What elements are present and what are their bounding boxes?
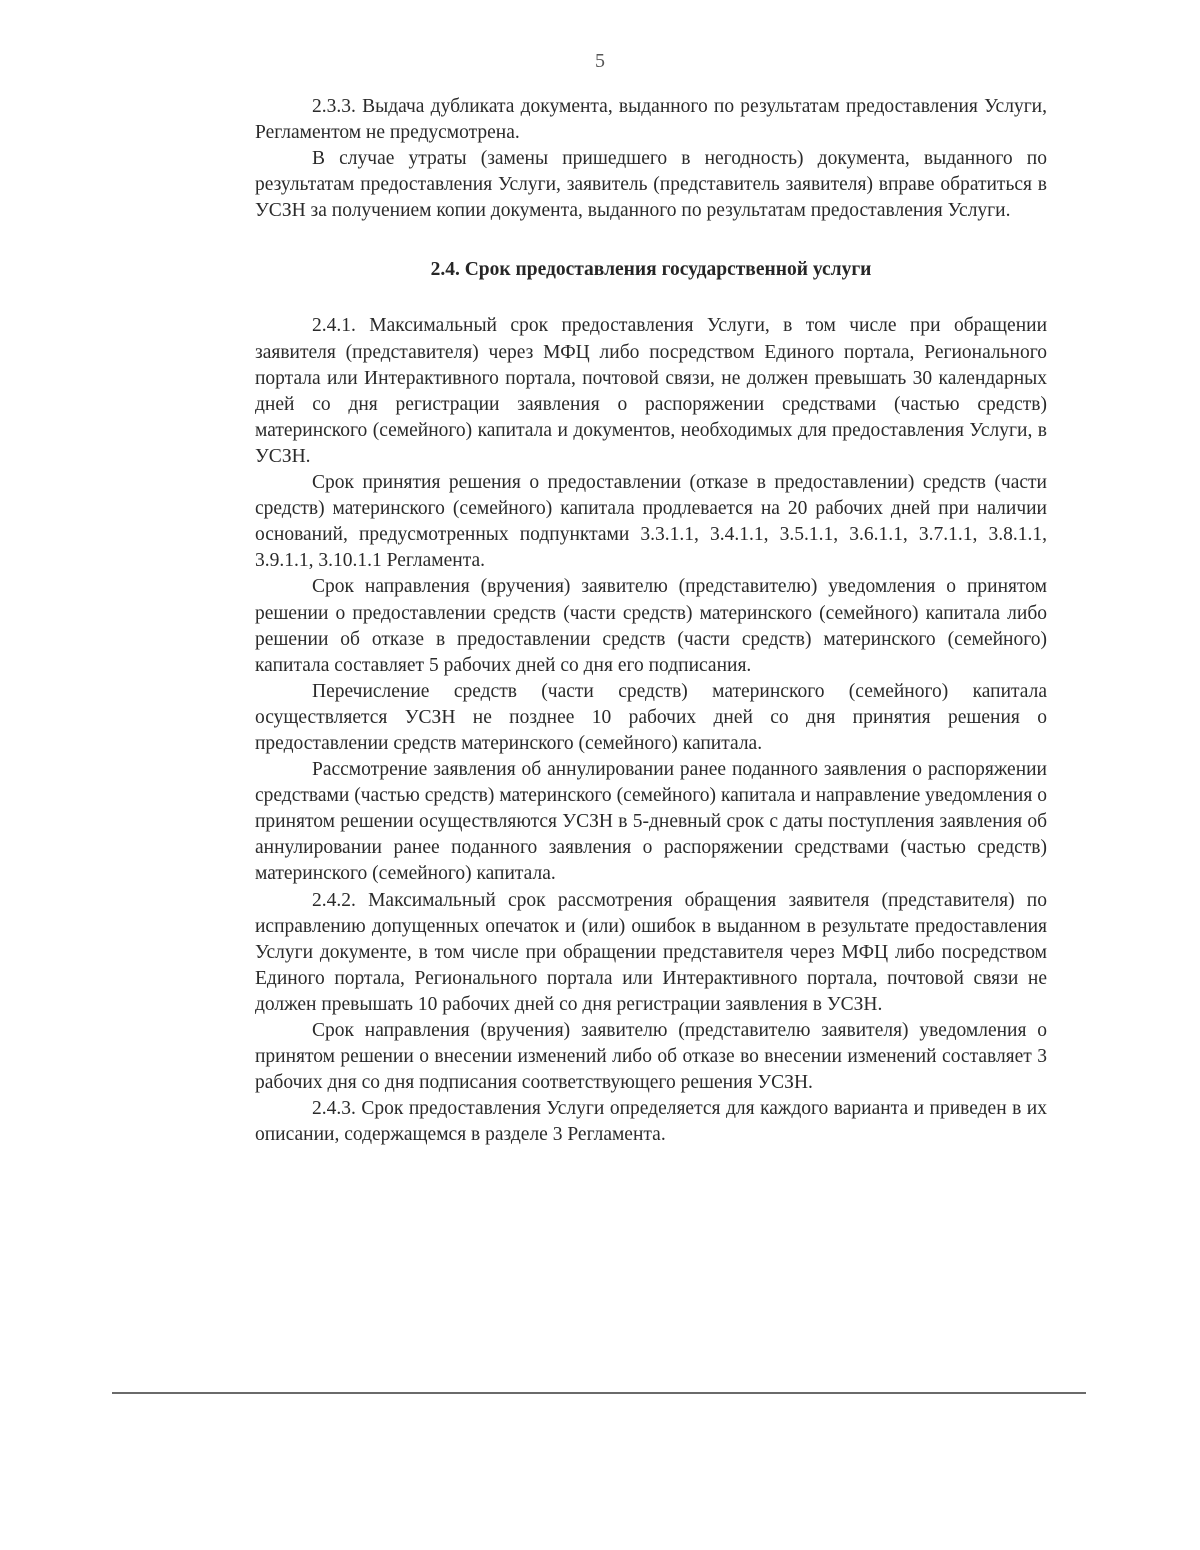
paragraph-changes-notification: Срок направления (вручения) заявителю (представителю заявителя) уведомления о принятом решении о внесении изменений либо об отказе во внесении изменений составляет 3 рабочих дня со дня подписания соответствующего решения УСЗН.	[255, 1020, 1047, 1094]
paragraph-2-4-2: 2.4.2. Максимальный срок рассмотрения обращения заявителя (представителя) по исправлению допущенных опечаток и (или) ошибок в выданном в результате предоставления Услуги документе, в том числе при обращении представителя через МФЦ либо посредством Единого портала, Регионального портала или Интерактивного портала, почтовой связи не должен превышать 10 рабочих дней со дня регистрации заявления в УСЗН.	[255, 889, 1047, 1015]
paragraph-annulment-review: Рассмотрение заявления об аннулировании ранее поданного заявления о распоряжении средствами (частью средств) материнского (семейного) капитала и направление уведомления о принятом решении осуществляются УСЗН в 5-дневный срок с даты поступления заявления об аннулировании ранее поданного заявления о распоряжении средствами (частью средств) материнского (семейного) капитала.	[255, 759, 1047, 885]
paragraph-notification-term: Срок направления (вручения) заявителю (представителю) уведомления о принятом решении о предоставлении средств (части средств) материнского (семейного) капитала либо решении об отказе в предоставлении средств (части средств) материнского (семейного) капитала составляет 5 рабочих дней со дня его подписания.	[255, 576, 1047, 676]
paragraph-decision-extension: Срок принятия решения о предоставлении (отказе в предоставлении) средств (части средств) материнского (семейного) капитала продлевается на 20 рабочих дней при наличии оснований, предусмотренных подпунктами 3.3.1.1, 3.4.1.1, 3.5.1.1, 3.6.1.1, 3.7.1.1, 3.8.1.1, 3.9.1.1, 3.10.1.1 Регламента.	[255, 472, 1047, 572]
paragraph-transfer-of-funds: Перечисление средств (части средств) материнского (семейного) капитала осуществляется УСЗН не позднее 10 рабочих дней со дня принятия решения о предоставлении средств материнского (семейного) капитала.	[255, 680, 1047, 754]
paragraph-loss-of-document: В случае утраты (замены пришедшего в негодность) документа, выданного по результатам предоставления Услуги, заявитель (представитель заявителя) вправе обратиться в УСЗН за получением копии документа, выданного по результатам предоставления Услуги.	[255, 148, 1047, 222]
paragraph-2-4-3: 2.4.3. Срок предоставления Услуги определяется для каждого варианта и приведен в их описании, содержащемся в разделе 3 Регламента.	[255, 1098, 1047, 1146]
section-heading-2-4: 2.4. Срок предоставления государственной услуги	[430, 259, 872, 281]
paragraph-2-4-1: 2.4.1. Максимальный срок предоставления Услуги, в том числе при обращении заявителя (представителя) через МФЦ либо посредством Единого портала, Регионального портала или Интерактивного портала, почтовой связи, не должен превышать 30 календарных дней со дня регистрации заявления о распоряжении средствами (частью средств) материнского (семейного) капитала и документов, необходимых для предоставления Услуги, в УСЗН.	[255, 315, 1047, 467]
paragraph-2-3-3: 2.3.3. Выдача дубликата документа, выданного по результатам предоставления Услуги, Регламентом не предусмотрена.	[255, 96, 1047, 144]
page-number: 5	[595, 50, 605, 72]
document-body	[255, 94, 1047, 1148]
footer-divider	[112, 1392, 1086, 1394]
